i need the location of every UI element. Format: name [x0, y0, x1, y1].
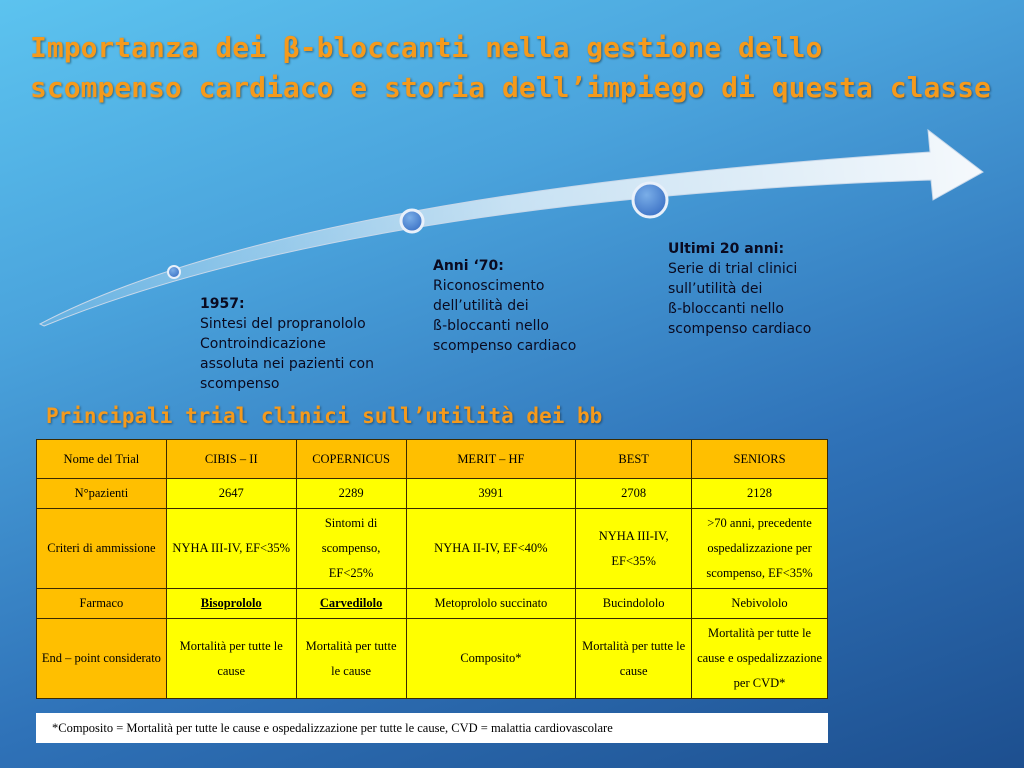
milestone-line: assoluta nei pazienti con — [200, 356, 374, 372]
table-cell: Mortalità per tutte le cause — [576, 619, 692, 699]
table-footnote: *Composito = Mortalità per tutte le cause e ospedalizzazione per tutte le cause, CVD = malattia cardiovascolare — [36, 713, 828, 743]
table-header-cell: Nome del Trial — [37, 440, 167, 479]
milestone-line: Serie di trial clinici — [668, 261, 798, 277]
row-label: Farmaco — [37, 589, 167, 619]
trials-table — [36, 439, 828, 699]
milestone-70s-note — [433, 256, 576, 356]
section-title: Principali trial clinici sull’utilità dei bb — [46, 404, 603, 428]
table-cell: Mortalità per tutte le cause e ospedalizzazione per CVD* — [692, 619, 828, 699]
table-header-cell: COPERNICUS — [296, 440, 406, 479]
milestone-line: Controindicazione — [200, 336, 326, 352]
table-header-cell: CIBIS – II — [166, 440, 296, 479]
milestone-dot-70s — [401, 210, 423, 232]
table-cell: Bucindololo — [576, 589, 692, 619]
table-cell: 2647 — [166, 479, 296, 509]
milestone-line: dell’utilità dei — [433, 298, 529, 314]
table-cell: Sintomi di scompenso, EF<25% — [296, 509, 406, 589]
milestone-line: Riconoscimento — [433, 278, 545, 294]
table-cell: >70 anni, precedente ospedalizzazione per scompenso, EF<35% — [692, 509, 828, 589]
table-cell: Mortalità per tutte le cause — [166, 619, 296, 699]
milestone-dot-1957 — [168, 266, 180, 278]
row-label: End – point considerato — [37, 619, 167, 699]
table-row — [37, 509, 828, 589]
table-cell: 3991 — [406, 479, 576, 509]
row-label: Criteri di ammissione — [37, 509, 167, 589]
table-header-row — [37, 440, 828, 479]
table-cell: NYHA II-IV, EF<40% — [406, 509, 576, 589]
milestone-heading: Anni ‘70: — [433, 258, 504, 274]
table-cell: 2128 — [692, 479, 828, 509]
table-cell: Nebivololo — [692, 589, 828, 619]
table-cell: NYHA III-IV, EF<35% — [576, 509, 692, 589]
milestone-line: ß-bloccanti nello — [668, 301, 784, 317]
table-cell: Bisoprololo — [166, 589, 296, 619]
milestone-dot-recent — [633, 183, 667, 217]
table-header-cell: BEST — [576, 440, 692, 479]
table-row — [37, 589, 828, 619]
milestone-line: sull’utilità dei — [668, 281, 763, 297]
table-cell: 2708 — [576, 479, 692, 509]
milestone-heading: 1957: — [200, 296, 245, 312]
milestone-line: scompenso cardiaco — [433, 338, 577, 354]
row-label: N°pazienti — [37, 479, 167, 509]
milestone-1957-note — [200, 294, 374, 394]
slide-title — [30, 28, 1010, 108]
milestone-heading: Ultimi 20 anni: — [668, 241, 785, 257]
table-header-cell: SENIORS — [692, 440, 828, 479]
table-cell: 2289 — [296, 479, 406, 509]
table-row — [37, 479, 828, 509]
table-cell: Composito* — [406, 619, 576, 699]
table-header-cell: MERIT – HF — [406, 440, 576, 479]
table-cell: Metoprololo succinato — [406, 589, 576, 619]
table-cell: Carvedilolo — [296, 589, 406, 619]
slide-title-line-2: scompenso cardiaco e storia dell’impiego di questa classe — [30, 71, 991, 104]
milestone-line: ß-bloccanti nello — [433, 318, 549, 334]
table-cell: Mortalità per tutte le cause — [296, 619, 406, 699]
milestone-line: scompenso cardiaco — [668, 321, 812, 337]
milestone-line: Sintesi del propranololo — [200, 316, 366, 332]
table-cell: NYHA III-IV, EF<35% — [166, 509, 296, 589]
table-row — [37, 619, 828, 699]
slide-title-line-1: Importanza dei β-bloccanti nella gestione dello — [30, 31, 823, 64]
milestone-line: scompenso — [200, 376, 280, 392]
milestone-recent-note — [668, 239, 811, 339]
